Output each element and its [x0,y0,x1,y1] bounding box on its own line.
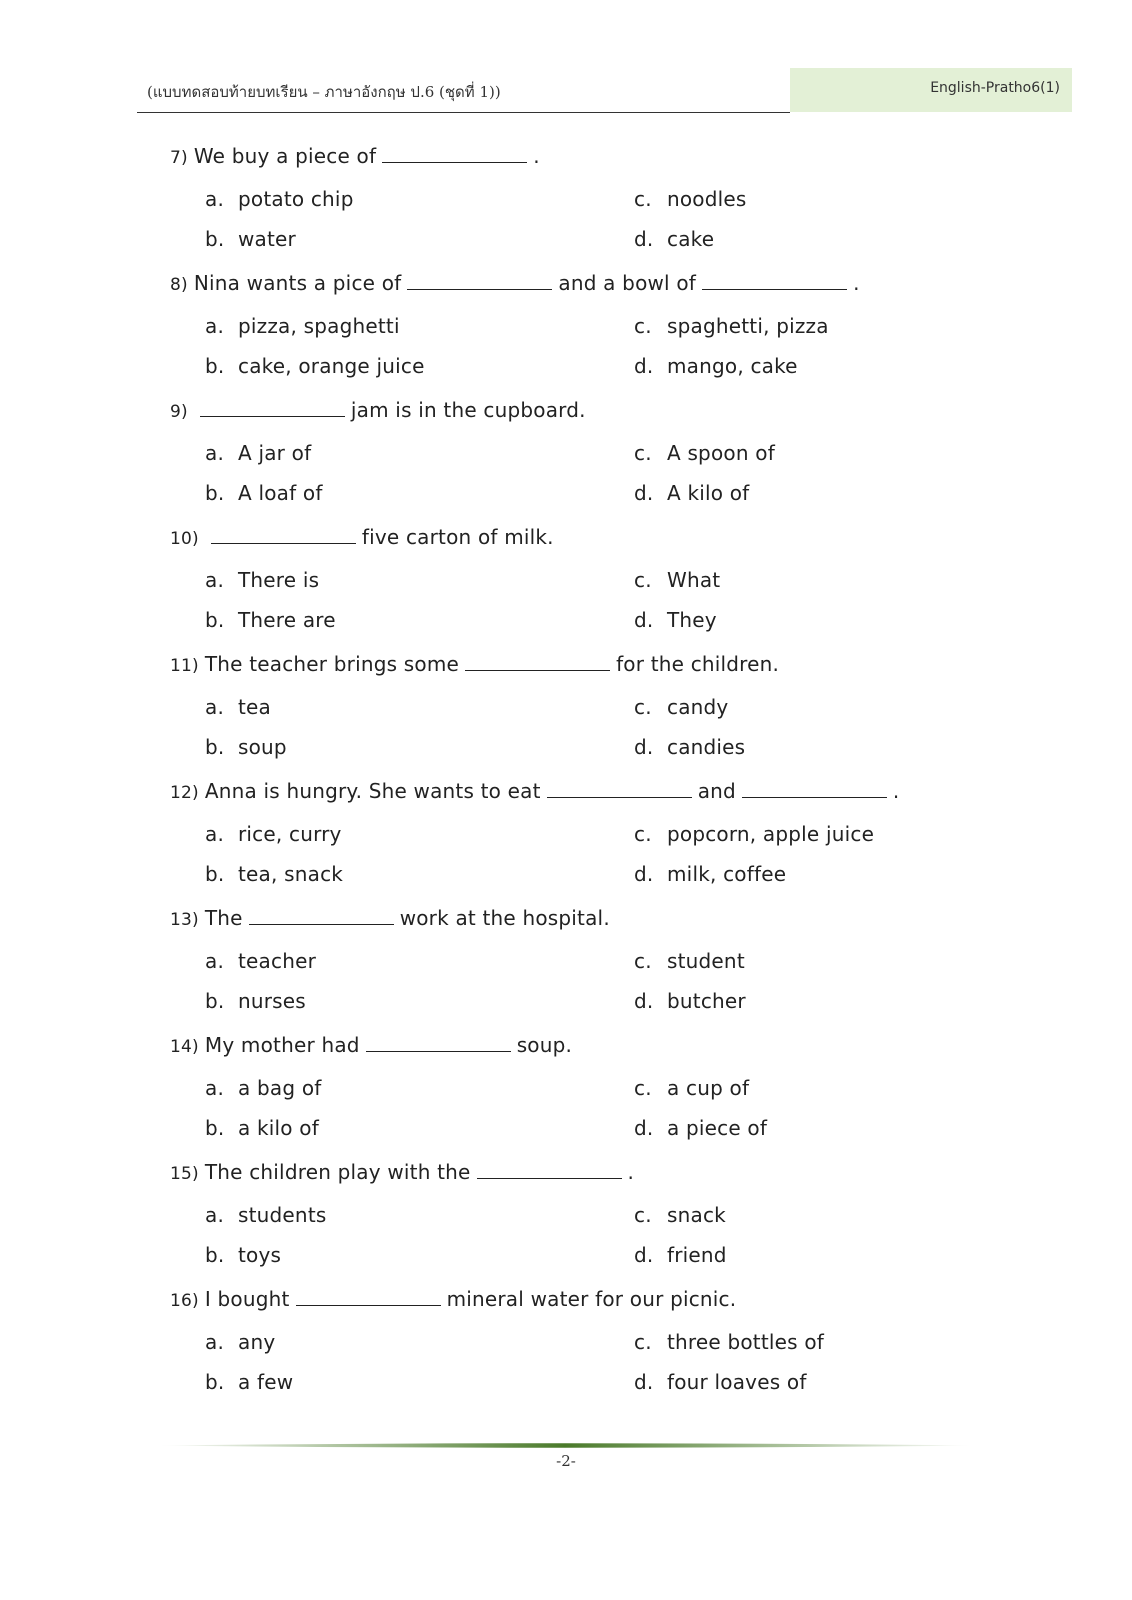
question-item [170,521,950,648]
answer-blank [742,781,887,798]
answer-option [634,695,728,719]
option-text: There are [238,608,336,632]
option-text: a piece of [667,1116,768,1140]
question-text: jam is in the cupboard. [350,398,586,422]
answer-option [634,822,874,846]
option-letter: b. [205,481,225,505]
option-letter: d. [634,989,654,1013]
option-letter: a. [205,568,225,592]
question-text: . [627,1160,635,1184]
question-text: We buy a piece of [193,144,377,168]
answer-blank [382,146,527,163]
question-text: Anna is hungry. She wants to eat [204,779,541,803]
answer-option [205,314,400,338]
question-item [170,775,950,902]
question-number: 13) [170,910,199,930]
option-text: three bottles of [667,1330,824,1354]
option-text: water [238,227,296,251]
option-text: a few [238,1370,294,1394]
option-text: a bag of [238,1076,322,1100]
option-text: rice, curry [238,822,342,846]
question-text: The teacher brings some [204,652,460,676]
option-letter: a. [205,314,225,338]
option-text: snack [667,1203,726,1227]
option-letter: a. [205,441,225,465]
option-letter: d. [634,227,654,251]
option-text: toys [238,1243,282,1267]
answer-blank [407,273,552,290]
option-text: They [667,608,717,632]
question-stem [170,144,540,168]
question-stem [170,779,899,803]
question-item [170,267,950,394]
option-letter: c. [634,1076,652,1100]
answer-option [634,862,786,886]
question-number: 15) [170,1164,199,1184]
option-letter: b. [205,989,225,1013]
option-text: candy [667,695,729,719]
question-number: 12) [170,783,199,803]
answer-blank [211,527,356,544]
option-text: a cup of [667,1076,750,1100]
answer-blank [702,273,847,290]
question-text: My mother had [204,1033,360,1057]
option-letter: b. [205,1370,225,1394]
option-letter: a. [205,1203,225,1227]
question-text: for the children. [616,652,780,676]
option-text: noodles [667,187,747,211]
option-text: students [238,1203,327,1227]
answer-option [205,608,336,632]
option-letter: d. [634,354,654,378]
option-text: What [667,568,721,592]
option-text: A kilo of [667,481,750,505]
option-letter: a. [205,187,225,211]
question-text: . [533,144,540,168]
option-letter: c. [634,187,652,211]
answer-option [205,949,316,973]
option-letter: d. [634,862,654,886]
answer-option [205,187,354,211]
question-stem [170,525,554,549]
option-text: tea [238,695,272,719]
option-letter: d. [634,1116,654,1140]
answer-blank [249,908,394,925]
answer-option [205,862,343,886]
question-text: . [892,779,900,803]
option-letter: c. [634,822,652,846]
option-letter: b. [205,608,225,632]
question-number: 8) [170,275,188,295]
option-letter: a. [205,822,225,846]
question-text: The children play with the [204,1160,471,1184]
document-code: English-Pratho6(1) [930,80,1060,96]
option-letter: c. [634,568,652,592]
option-letter: a. [205,1076,225,1100]
question-text: and [697,779,736,803]
answer-blank [477,1162,622,1179]
option-letter: b. [205,862,225,886]
question-item [170,902,950,1029]
question-text: soup. [516,1033,573,1057]
option-text: candies [667,735,746,759]
option-letter: d. [634,735,654,759]
question-text: . [853,271,860,295]
answer-option [634,989,746,1013]
question-text: five carton of milk. [361,525,554,549]
option-text: nurses [238,989,306,1013]
question-stem [170,1160,634,1184]
answer-option [634,1370,807,1394]
answer-option [634,481,749,505]
question-text: The [204,906,243,930]
option-text: There is [238,568,320,592]
option-letter: c. [634,441,652,465]
option-letter: c. [634,1203,652,1227]
answer-option [205,1203,326,1227]
option-text: A loaf of [238,481,323,505]
answer-option [634,1243,727,1267]
question-stem [170,1033,572,1057]
answer-option [634,949,745,973]
answer-option [634,1116,767,1140]
option-text: soup [238,735,287,759]
option-text: mango, cake [667,354,798,378]
answer-option [634,1330,824,1354]
answer-blank [366,1035,511,1052]
answer-option [634,227,714,251]
option-letter: c. [634,1330,652,1354]
answer-option [205,1330,275,1354]
answer-blank [296,1289,441,1306]
option-text: student [667,949,745,973]
answer-option [634,1203,726,1227]
option-text: friend [667,1243,727,1267]
question-text: I bought [204,1287,290,1311]
question-stem [170,906,610,930]
option-letter: b. [205,1243,225,1267]
question-stem [170,1287,736,1311]
answer-blank [465,654,610,671]
answer-option [205,1076,322,1100]
answer-option [634,354,798,378]
option-letter: a. [205,949,225,973]
page-number: -2- [556,1452,576,1470]
answer-option [634,735,745,759]
question-number: 10) [170,529,199,549]
document-code-box [790,68,1072,112]
option-text: cake [667,227,715,251]
answer-option [205,1370,293,1394]
question-number: 7) [170,148,188,168]
answer-option [205,441,311,465]
question-stem [170,271,860,295]
answer-option [634,441,775,465]
option-text: milk, coffee [667,862,787,886]
answer-option [634,608,717,632]
option-text: cake, orange juice [238,354,425,378]
answer-option [634,568,720,592]
answer-option [205,227,296,251]
option-text: potato chip [238,187,354,211]
question-item [170,1029,950,1156]
option-letter: d. [634,481,654,505]
document-title: (แบบทดสอบท้ายบทเรียน – ภาษาอังกฤษ ป.6 (ชุดที่ 1)) [147,83,501,101]
option-text: popcorn, apple juice [667,822,875,846]
option-letter: d. [634,608,654,632]
header-divider [137,112,790,113]
option-text: any [238,1330,276,1354]
option-letter: a. [205,695,225,719]
question-number: 11) [170,656,199,676]
question-stem [170,398,586,422]
option-text: tea, snack [238,862,344,886]
option-letter: c. [634,949,652,973]
question-item [170,648,950,775]
answer-option [634,187,747,211]
option-text: A spoon of [667,441,775,465]
option-text: four loaves of [667,1370,807,1394]
answer-option [205,1243,281,1267]
option-text: teacher [238,949,317,973]
option-text: a kilo of [238,1116,319,1140]
option-letter: d. [634,1370,654,1394]
answer-option [205,568,319,592]
question-number: 9) [170,402,188,422]
question-list [170,140,950,1410]
option-text: pizza, spaghetti [238,314,400,338]
answer-option [205,481,323,505]
question-item [170,394,950,521]
question-item [170,1156,950,1283]
answer-option [205,695,271,719]
question-text: and a bowl of [558,271,697,295]
question-text: Nina wants a pice of [193,271,402,295]
page-header [137,68,1072,113]
option-text: A jar of [238,441,312,465]
option-text: butcher [667,989,746,1013]
option-letter: b. [205,354,225,378]
question-text: mineral water for our picnic. [446,1287,737,1311]
answer-option [205,735,287,759]
option-letter: c. [634,695,652,719]
option-letter: c. [634,314,652,338]
answer-option [205,989,306,1013]
option-text: spaghetti, pizza [667,314,829,338]
question-text: work at the hospital. [399,906,610,930]
answer-blank [200,400,345,417]
answer-option [205,822,342,846]
question-number: 14) [170,1037,199,1057]
answer-blank [547,781,692,798]
footer-divider [155,1442,975,1449]
answer-option [205,354,425,378]
option-letter: b. [205,1116,225,1140]
answer-option [205,1116,319,1140]
option-letter: a. [205,1330,225,1354]
answer-option [634,314,829,338]
option-letter: b. [205,735,225,759]
answer-option [634,1076,749,1100]
question-number: 16) [170,1291,199,1311]
option-letter: b. [205,227,225,251]
option-letter: d. [634,1243,654,1267]
question-stem [170,652,779,676]
question-item [170,140,950,267]
question-item [170,1283,950,1410]
